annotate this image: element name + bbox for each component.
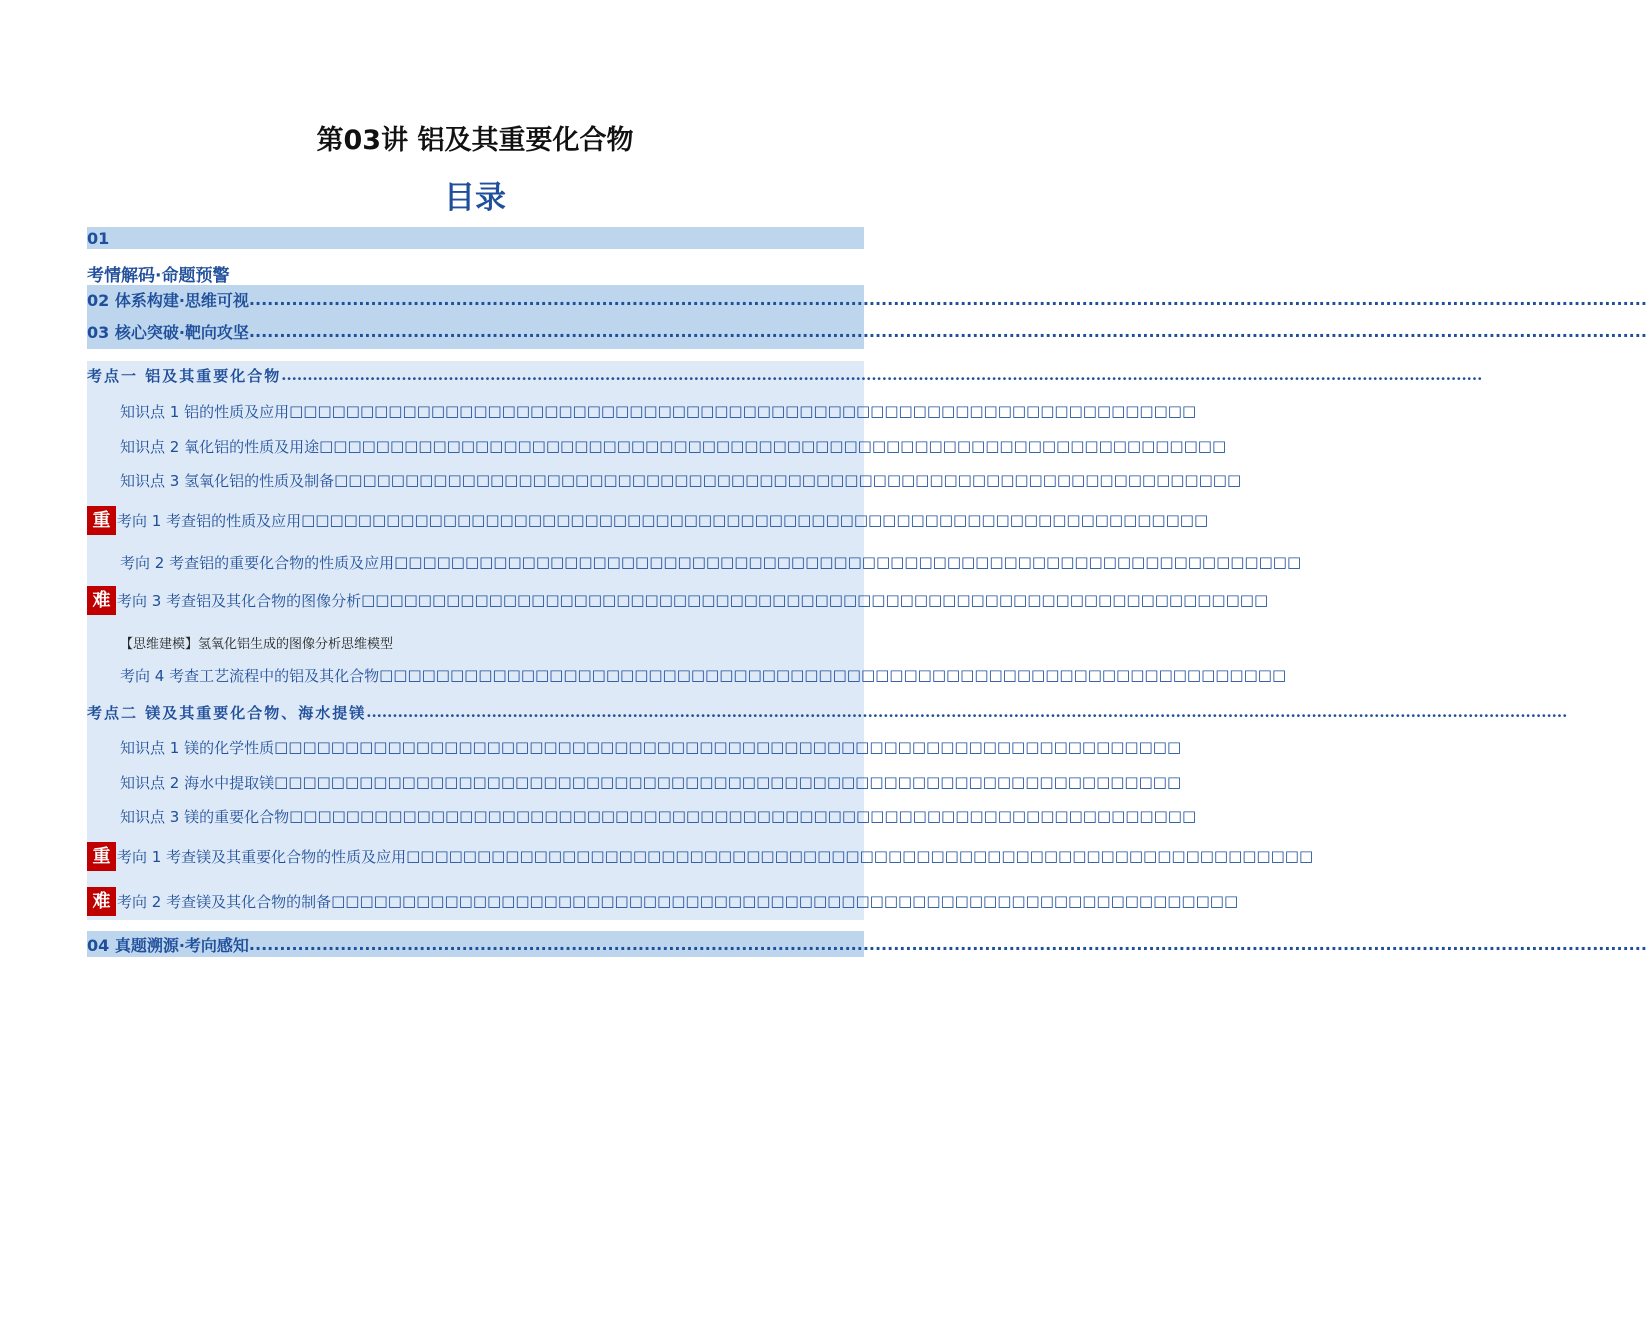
section-label: 02 体系构建·思维可视 (87, 290, 249, 310)
item-label: 知识点 3 氢氧化铝的性质及制备 (120, 471, 335, 490)
toc-section-01-label[interactable] (87, 261, 864, 285)
dot-leader: ...................................................................................................................................................................................................................................... (248, 934, 1647, 954)
item-label: 考向 1 考查镁及其重要化合物的性质及应用 (117, 847, 407, 866)
toc-item-kd2-zsd2[interactable] (87, 769, 1182, 795)
square-leader: □□□□□□□□□□□□□□□□□□□□□□□□□□□□□□□□□□□□□□□□□□□□□□□□□□□□□□□□□□□□□□□□ (406, 847, 1314, 865)
toc-item-kd2-kx1[interactable] (87, 841, 1314, 871)
item-label: 考向 2 考查铝的重要化合物的性质及应用 (120, 553, 395, 572)
toc-item-kd1-zsd2[interactable] (87, 433, 1227, 459)
toc-item-kd1-model[interactable] (87, 630, 864, 654)
square-leader: □□□□□□□□□□□□□□□□□□□□□□□□□□□□□□□□□□□□□□□□□□□□□□□□□□□□□□□□□□□□□□□□ (319, 437, 1227, 455)
toc-item-kd2-zsd3[interactable] (87, 803, 1197, 829)
toc-section-04[interactable] (87, 931, 1647, 957)
square-leader: □□□□□□□□□□□□□□□□□□□□□□□□□□□□□□□□□□□□□□□□□□□□□□□□□□□□□□□□□□□□□□□□ (379, 666, 1287, 684)
document-title: 第03讲 铝及其重要化合物 (316, 125, 634, 156)
toc-kaodian-2[interactable] (87, 700, 1568, 724)
section-label: 考情解码·命题预警 (87, 265, 230, 286)
toc-section-02[interactable] (87, 285, 1647, 313)
section-label: 04 真题溯源·考向感知 (87, 935, 249, 955)
model-label: 【思维建模】氢氧化铝生成的图像分析思维模型 (120, 636, 394, 652)
key-point-badge: 重 (87, 842, 116, 871)
item-label: 考向 2 考查镁及其化合物的制备 (117, 892, 332, 911)
dot-leader: ...................................................................................................................................................................................................................................... (248, 321, 1647, 341)
square-leader: □□□□□□□□□□□□□□□□□□□□□□□□□□□□□□□□□□□□□□□□□□□□□□□□□□□□□□□□□□□□□□□□ (331, 892, 1239, 910)
section-label: 03 核心突破·靶向攻坚 (87, 322, 249, 342)
square-leader: □□□□□□□□□□□□□□□□□□□□□□□□□□□□□□□□□□□□□□□□□□□□□□□□□□□□□□□□□□□□□□□□ (289, 807, 1197, 825)
toc-item-kd1-zsd1[interactable] (87, 398, 1197, 424)
item-label: 知识点 1 铝的性质及应用 (120, 402, 290, 421)
item-label: 考向 1 考查铝的性质及应用 (117, 511, 302, 530)
square-leader: □□□□□□□□□□□□□□□□□□□□□□□□□□□□□□□□□□□□□□□□□□□□□□□□□□□□□□□□□□□□□□□□ (394, 553, 1302, 571)
item-label: 知识点 2 海水中提取镁 (120, 773, 275, 792)
item-label: 知识点 3 镁的重要化合物 (120, 807, 290, 826)
dot-leader: ...................................................................................................................................................................................................................................... (248, 289, 1647, 309)
toc-item-kd1-kx4[interactable] (87, 662, 1287, 688)
key-point-badge: 重 (87, 506, 116, 535)
section-number: 01 (87, 228, 110, 248)
toc-item-kd1-kx2[interactable] (87, 549, 1302, 575)
toc-item-kd1-zsd3[interactable] (87, 467, 1242, 493)
kaodian-label: 考点二 镁及其重要化合物、海水提镁 (87, 703, 367, 722)
square-leader: □□□□□□□□□□□□□□□□□□□□□□□□□□□□□□□□□□□□□□□□□□□□□□□□□□□□□□□□□□□□□□□□ (334, 471, 1242, 489)
toc-item-kd1-kx3[interactable] (87, 585, 1269, 615)
kaodian-label: 考点一 铝及其重要化合物 (87, 366, 282, 385)
item-label: 考向 4 考查工艺流程中的铝及其化合物 (120, 666, 380, 685)
item-label: 考向 3 考查铝及其化合物的图像分析 (117, 591, 362, 610)
toc-item-kd1-kx1[interactable] (87, 505, 1209, 535)
dot-leader: ...................................................................................................................................................................................................................................... (366, 703, 1568, 721)
square-leader: □□□□□□□□□□□□□□□□□□□□□□□□□□□□□□□□□□□□□□□□□□□□□□□□□□□□□□□□□□□□□□□□ (289, 402, 1197, 420)
square-leader: □□□□□□□□□□□□□□□□□□□□□□□□□□□□□□□□□□□□□□□□□□□□□□□□□□□□□□□□□□□□□□□□ (301, 511, 1209, 529)
difficult-point-badge: 难 (87, 586, 116, 615)
item-label: 知识点 1 镁的化学性质 (120, 738, 275, 757)
square-leader: □□□□□□□□□□□□□□□□□□□□□□□□□□□□□□□□□□□□□□□□□□□□□□□□□□□□□□□□□□□□□□□□ (361, 591, 1269, 609)
dot-leader: ...................................................................................................................................................................................................................................... (281, 366, 1483, 384)
toc-item-kd2-kx2[interactable] (87, 886, 1239, 916)
toc-section-01-number[interactable] (87, 227, 864, 249)
toc-kaodian-1[interactable] (87, 363, 1483, 387)
toc-section-03[interactable] (87, 313, 1647, 349)
toc-item-kd2-zsd1[interactable] (87, 734, 1182, 760)
square-leader: □□□□□□□□□□□□□□□□□□□□□□□□□□□□□□□□□□□□□□□□□□□□□□□□□□□□□□□□□□□□□□□□ (274, 738, 1182, 756)
square-leader: □□□□□□□□□□□□□□□□□□□□□□□□□□□□□□□□□□□□□□□□□□□□□□□□□□□□□□□□□□□□□□□□ (274, 773, 1182, 791)
difficult-point-badge: 难 (87, 887, 116, 916)
item-label: 知识点 2 氧化铝的性质及用途 (120, 437, 320, 456)
toc-heading: 目录 (444, 180, 506, 216)
